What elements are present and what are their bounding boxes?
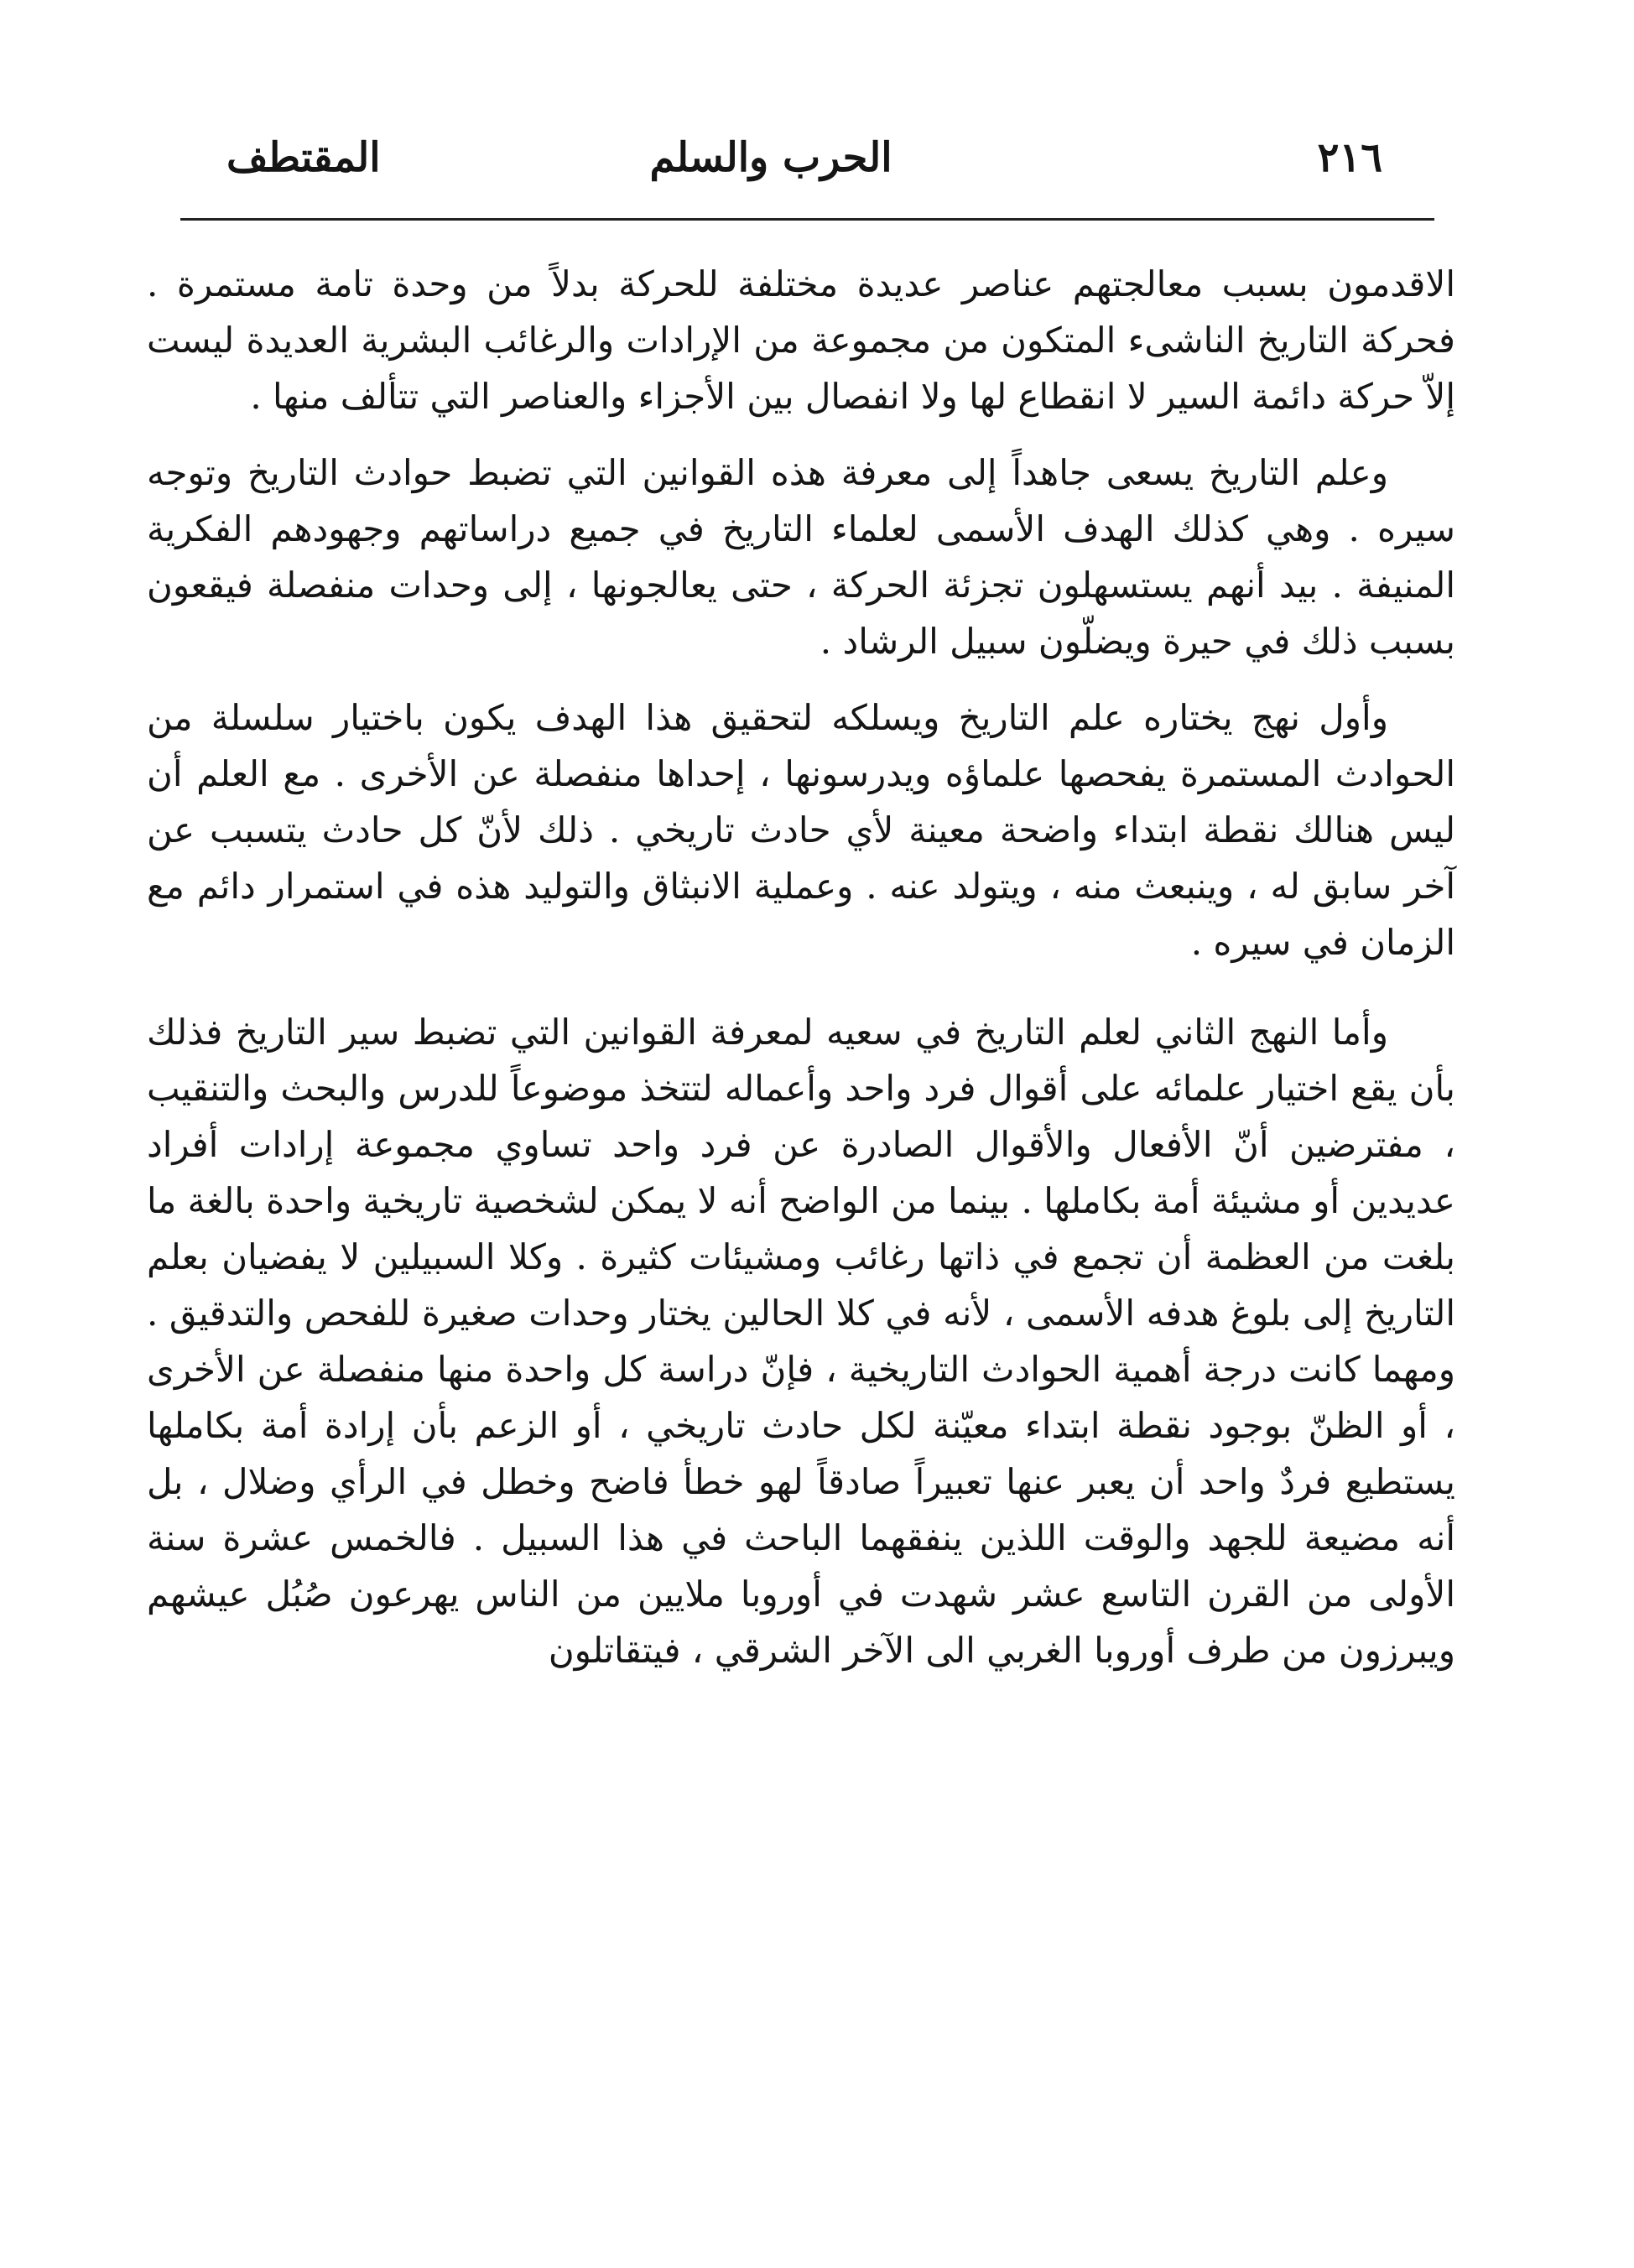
page-number: ٢١٦	[1317, 134, 1382, 181]
paragraph: وأما النهج الثاني لعلم التاريخ في سعيه لمعرفة القوانين التي تضبط سير التاريخ فذلك بأن يقع اختيار علمائه على أقوال فرد واحد وأعماله لتتخذ موضوعاً للدرس والبحث والتنقيب ، مفترضين أنّ الأفعال والأقوال الصادرة عن فرد واحد تساوي مجموعة إرادات أفراد عديدين أو مشيئة أمة بكاملها . بينما من الواضح أنه لا يمكن لشخصية تاريخية واحدة بالغة ما بلغت من العظمة أن تجمع في ذاتها رغائب ومشيئات كثيرة . وكلا السبيلين لا يفضيان بعلم التاريخ إلى بلوغ هدفه الأسمى ، لأنه في كلا الحالين يختار وحدات صغيرة للفحص والتدقيق . ومهما كانت درجة أهمية الحوادث التاريخية ، فإنّ دراسة كل واحدة منها منفصلة عن الأخرى ، أو الظنّ بوجود نقطة ابتداء معيّنة لكل حادث تاريخي ، أو الزعم بأن إرادة أمة بكاملها يستطيع فردٌ واحد أن يعبر عنها تعبيراً صادقاً لهو خطأ فاضح وخطل في الرأي وضلال ، بل أنه مضيعة للجهد والوقت اللذين ينفقهما الباحث في هذا السبيل . فالخمس عشرة سنة الأولى من القرن التاسع عشر شهدت في أوروبا ملايين من الناس يهرعون صُبُل عيشهم ويبرزون من طرف أوروبا الغربي الى الآخر الشرقي ، فيتقاتلون	[147, 1012, 1455, 1671]
paragraph: الاقدمون بسبب معالجتهم عناصر عديدة مختلفة للحركة بدلاً من وحدة تامة مستمرة . فحركة التاريخ الناشىء المتكون من مجموعة من الإرادات والرغائب البشرية العديدة ليست إلاّ حركة دائمة السير لا انقطاع لها ولا انفصال بين الأجزاء والعناصر التي تتألف منها .	[147, 263, 1455, 417]
paragraph: وعلم التاريخ يسعى جاهداً إلى معرفة هذه القوانين التي تضبط حوادث التاريخ وتوجه سيره . وهي كذلك الهدف الأسمى لعلماء التاريخ في جميع دراساتهم وجهودهم الفكرية المنيفة . بيد أنهم يستسهلون تجزئة الحركة ، حتى يعالجونها ، إلى وحدات منفصلة فيقعون بسبب ذلك في حيرة ويضلّون سبيل الرشاد .	[147, 452, 1455, 662]
article-title: الحرب والسلم	[649, 134, 892, 181]
paragraph: وأول نهج يختاره علم التاريخ ويسلكه لتحقيق هذا الهدف يكون باختيار سلسلة من الحوادث المستمرة يفحصها علماؤه ويدرسونها ، إحداها منفصلة عن الأخرى . مع العلم أن ليس هنالك نقطة ابتداء واضحة معينة لأي حادث تاريخي . ذلك لأنّ كل حادث يتسبب عن آخر سابق له ، وينبعث منه ، ويتولد عنه . وعملية الانبثاق والتوليد هذه في استمرار دائم مع الزمان في سيره .	[147, 697, 1455, 963]
running-header	[159, 126, 1382, 193]
article-body	[147, 256, 1455, 1698]
journal-name: المقتطف	[226, 134, 381, 181]
header-rule	[180, 218, 1434, 221]
